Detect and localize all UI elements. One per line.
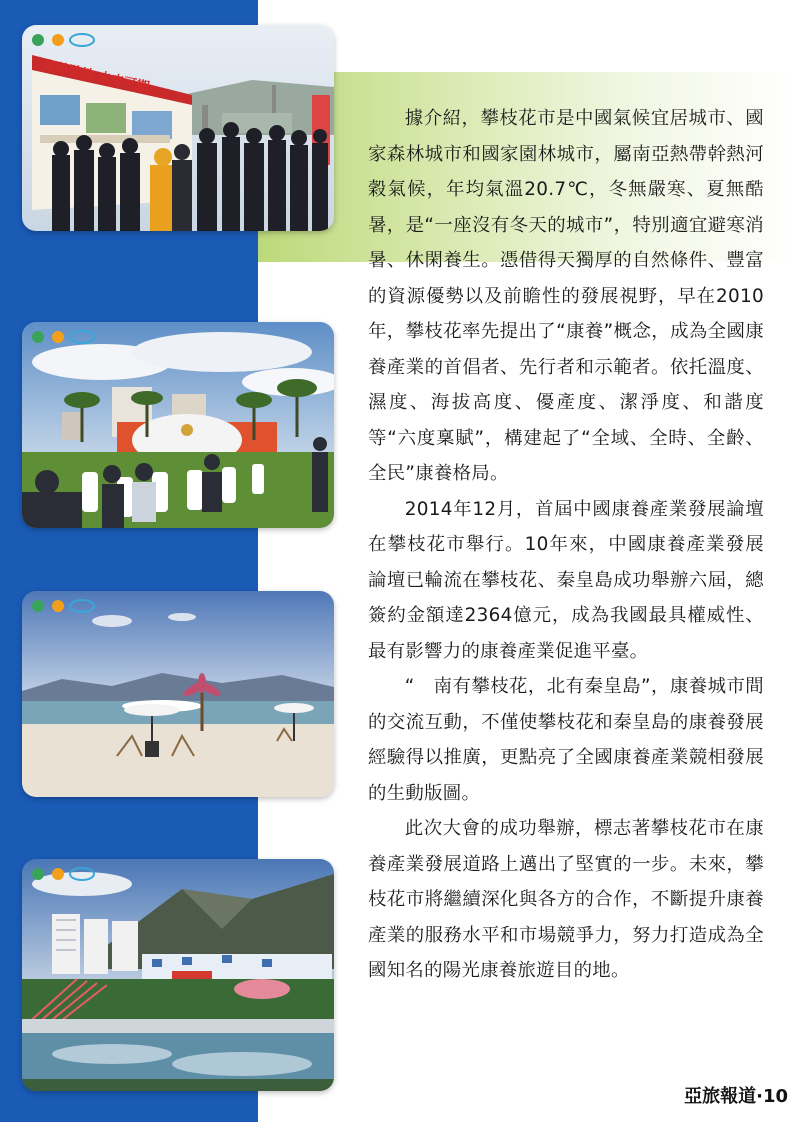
ring-logo-icon xyxy=(70,34,94,46)
paragraph-1: 據介紹，攀枝花市是中國氣候宜居城市、國家森林城市和國家園林城市，屬南亞熱帶幹熱河穀氣候，年均氣溫20.7℃，冬無嚴寒、夏無酷暑，是“一座沒有冬天的城市”，特別適宜避寒消暑、休閑養生。憑借得天獨厚的自然條件、豐富的資源優勢以及前瞻性的發展視野，早在2010年，攀枝花率先提出了“康養”概念，成為全國康養產業的首倡者、先行者和示範者。依托溫度、濕度、海拔高度、優產度、潔淨度、和諧度等“六度稟賦”，構建起了“全域、全時、全齡、全民”康養格局。 xyxy=(368,108,764,484)
logo-row xyxy=(30,598,102,614)
sun-logo-icon xyxy=(52,34,64,46)
photo-exhibition-visit xyxy=(22,25,334,231)
article-body xyxy=(368,101,764,989)
cmic-logo-icon xyxy=(32,868,44,880)
photo-beach-resort xyxy=(22,591,334,797)
cmic-logo-icon xyxy=(32,331,44,343)
paragraph-4: 此次大會的成功舉辦，標志著攀枝花市在康養產業發展道路上邁出了堅實的一步。未來，攀枝花市將繼續深化與各方的合作，不斷提升康養產業的服務水平和市場競爭力，努力打造成為全國知名的陽光康養旅遊目的地。 xyxy=(368,818,764,981)
photo-outdoor-forum xyxy=(22,322,334,528)
logo-row xyxy=(30,866,102,882)
page-number: 10 xyxy=(762,1086,788,1107)
cmic-logo-icon xyxy=(32,34,44,46)
ring-logo-icon xyxy=(70,868,94,880)
footer-separator: · xyxy=(756,1086,763,1107)
page-footer xyxy=(684,1082,788,1108)
photo-resort-town xyxy=(22,859,334,1091)
exhibition-banner-text: 康养胜地 未来可期 xyxy=(41,58,151,96)
ring-logo-icon xyxy=(70,331,94,343)
publication-name: 亞旅報道 xyxy=(684,1086,757,1107)
logo-row xyxy=(30,32,102,48)
sun-logo-icon xyxy=(52,331,64,343)
sun-logo-icon xyxy=(52,600,64,612)
cmic-logo-icon xyxy=(32,600,44,612)
sun-logo-icon xyxy=(52,868,64,880)
paragraph-3: “ 南有攀枝花，北有秦皇島”，康養城市間的交流互動，不僅使攀枝花和秦皇島的康養發展經驗得以推廣，更點亮了全國康養產業競相發展的生動版圖。 xyxy=(368,676,764,804)
ring-logo-icon xyxy=(70,600,94,612)
paragraph-2: 2014年12月，首屆中國康養產業發展論壇在攀枝花市舉行。10年來，中國康養產業發展論壇已輪流在攀枝花、秦皇島成功舉辦六屆，總簽約金額達2364億元，成為我國最具權威性、最有影響力的康養產業促進平臺。 xyxy=(368,498,764,662)
logo-row xyxy=(30,329,102,345)
